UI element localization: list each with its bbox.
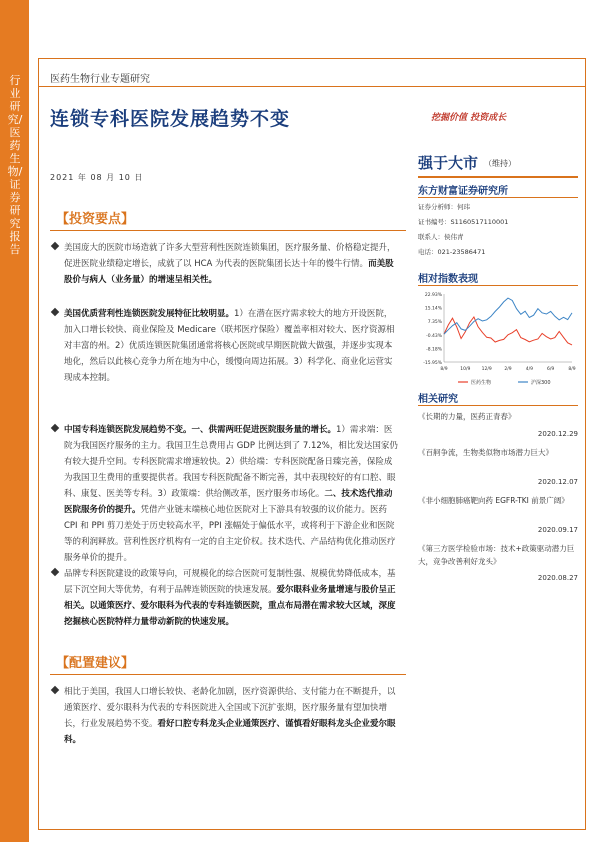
invest-point-3-bold2: 二、技术迭代推动医院服务价的提升。	[64, 489, 393, 515]
rating-main: 强于大市	[418, 154, 479, 172]
x-tick-label: 10/9	[460, 367, 471, 372]
invest-points-heading: 【投资要点】	[56, 212, 135, 227]
y-tick-label: -8.18%	[426, 347, 442, 353]
x-tick-label: 8/9	[568, 367, 576, 372]
analyst-line-2: 证书编号：S1160517110001	[418, 218, 509, 226]
invest-point-4-text: 品牌专科医院建设的政策导向，可规模化的综合医院可复制性强、规模优势降低成本，基层下沉空间大等优势，有利于品牌连锁医院的快速发展。	[64, 569, 396, 595]
invest-point-1-text: 美国庞大的医院市场造就了许多大型营利性医院连锁集团，医疗服务量、价格稳定提升，促进医院业绩稳定增长，成就了以 HCA 为代表的医院集团长达十年的慢牛行情。	[64, 243, 396, 269]
bullet-diamond-icon	[51, 424, 59, 432]
analyst-line-3: 联系人：侯伟青	[418, 233, 464, 241]
relative-index-chart	[418, 290, 578, 388]
series-line-1	[444, 298, 572, 334]
invest-point-2	[52, 306, 398, 386]
research-date-4: 2020.08.27	[537, 574, 578, 582]
slogan: 挖掘价值 投资成长	[431, 113, 507, 123]
invest-point-1-bold: 而美股股价与病人（业务量）的增速呈相关性。	[64, 259, 394, 285]
research-heading: 相关研究	[418, 394, 458, 405]
invest-point-3-text2: 凭借产业链末端核心地位医院对上下游具有较强的议价能力。医药 CPI 和 PPI 剪刀差处于历史较高水平，PPI 涨幅处于偏低水平，或将利于下游企业和医院等的利润释放。营利性医疗机构有一定的自主定价权。技术迭代、产品结构优化推动医疗服务单价的提升。	[64, 505, 396, 563]
header-divider	[38, 86, 586, 87]
side-bar-text: 行业研究/医药生物/证券研究报告	[7, 74, 23, 256]
invest-point-3	[52, 422, 398, 566]
research-item-1[interactable]: 《长期的力量，医药正青春》	[418, 412, 516, 421]
series-line-0	[444, 317, 572, 345]
research-date-2: 2020.12.07	[537, 478, 578, 486]
rating-box	[418, 150, 578, 178]
y-tick-label: -15.95%	[423, 361, 442, 366]
y-tick-label: 15.14%	[424, 306, 442, 312]
main-content	[38, 194, 410, 830]
research-item-4[interactable]: 《第三方医学检验市场：技术+政策驱动潜力巨大，竞争改善利好龙头》	[418, 544, 575, 566]
invest-point-1	[52, 240, 398, 288]
config-divider	[50, 674, 406, 675]
research-item-2[interactable]: 《百舸争流，生物类似物市场潜力巨大》	[418, 448, 553, 457]
institution-name: 东方财富证券研究所	[418, 186, 508, 197]
legend-label-1: 沪深300	[531, 380, 551, 386]
side-bar	[0, 0, 29, 842]
chart-divider	[418, 285, 578, 286]
analyst-line-4: 电话：021-23586471	[418, 248, 486, 256]
invest-point-4-bold: 爱尔眼科业务量增速与股价呈正相关。以通策医疗、爱尔眼科为代表的专科连锁医院，重点布局潜在需求较大区域，深度挖掘核心医院特样力量带动新院的快速发展。	[64, 585, 396, 627]
bullet-diamond-icon	[51, 568, 59, 576]
invest-points-divider	[50, 230, 406, 231]
invest-point-2-bold: 美国优质营利性连锁医院发展特征比较明显。	[64, 309, 235, 319]
research-date-3: 2020.09.17	[537, 526, 578, 534]
x-tick-label: 12/9	[481, 367, 492, 372]
x-tick-label: 8/9	[440, 367, 448, 372]
config-heading: 【配置建议】	[56, 656, 135, 671]
bullet-diamond-icon	[51, 308, 59, 316]
invest-point-2-text: 1）在潜在医疗需求较大的地方开设医院，加入口增长较快、商业保险及 Medicare（联邦医疗保险）覆盖率相对较大、医疗资源相对丰富的州。2）优质连锁医院集团通常将核心医院或早期医院做大做强，并逐步实现本地化，然后以此核心竞争力所在地为中心，缓慢向周边拓展。3）科学化、商业化运营实现成本控制。	[64, 309, 395, 383]
x-tick-label: 6/9	[547, 367, 555, 372]
invest-point-3-text: 1）需求端：医院为我国医疗服务的主力。我国卫生总费用占 GDP 比例达到了 7.12%，相比发达国家仍有较大提升空间。专科医院需求增速较快。2）供给端：专科医院配备日臻完善，保险成为我国卫生费用的重要提供者。我国专科医院配备不断完善，其中表现较好的有口腔、眼科、康复、医美等专科。3）政策端：供给侧改革，医疗服务市场化。	[64, 425, 398, 499]
x-tick-label: 2/9	[504, 367, 512, 372]
page-title: 连锁专科医院发展趋势不变	[50, 108, 291, 130]
y-tick-label: 22.93%	[424, 293, 442, 298]
invest-point-3-bold: 中国专科连锁医院发展趋势不变。一、供需两旺促进医院服务量的增长。	[64, 425, 337, 435]
y-tick-label: -0.43%	[426, 333, 442, 339]
chart-heading: 相对指数表现	[418, 274, 478, 285]
y-tick-label: 7.35%	[427, 320, 442, 326]
x-tick-label: 4/9	[525, 367, 533, 372]
config-point-1-text: 相比于美国，我国人口增长较快、老龄化加剧，医疗资源供给、支付能力在不断提升，以通策医疗、爱尔眼科为代表的专科医院进入全国或下沉扩张期，医疗服务量有望加快增长，行业发展趋势不变。	[64, 687, 396, 729]
config-point-1-bold: 看好口腔专科龙头企业通策医疗、谨慎看好眼科龙头企业爱尔眼科。	[64, 719, 396, 745]
research-date-1: 2020.12.29	[537, 430, 578, 438]
institution-divider	[418, 197, 578, 198]
report-date: 2021 年 08 月 10 日	[50, 173, 144, 182]
bullet-diamond-icon	[51, 242, 59, 250]
config-point-1	[52, 684, 398, 748]
rating-sub: （维持）	[484, 159, 516, 168]
research-divider	[418, 405, 578, 406]
analyst-line-1: 证券分析师：何玮	[418, 203, 470, 211]
report-category: 医药生物行业专题研究	[50, 74, 150, 85]
research-item-3[interactable]: 《非小细胞肺癌靶向药 EGFR-TKI 前景广阔》	[418, 496, 569, 505]
bullet-diamond-icon	[51, 686, 59, 694]
legend-label-0: 医药生物	[471, 380, 492, 386]
invest-point-4	[52, 566, 398, 630]
